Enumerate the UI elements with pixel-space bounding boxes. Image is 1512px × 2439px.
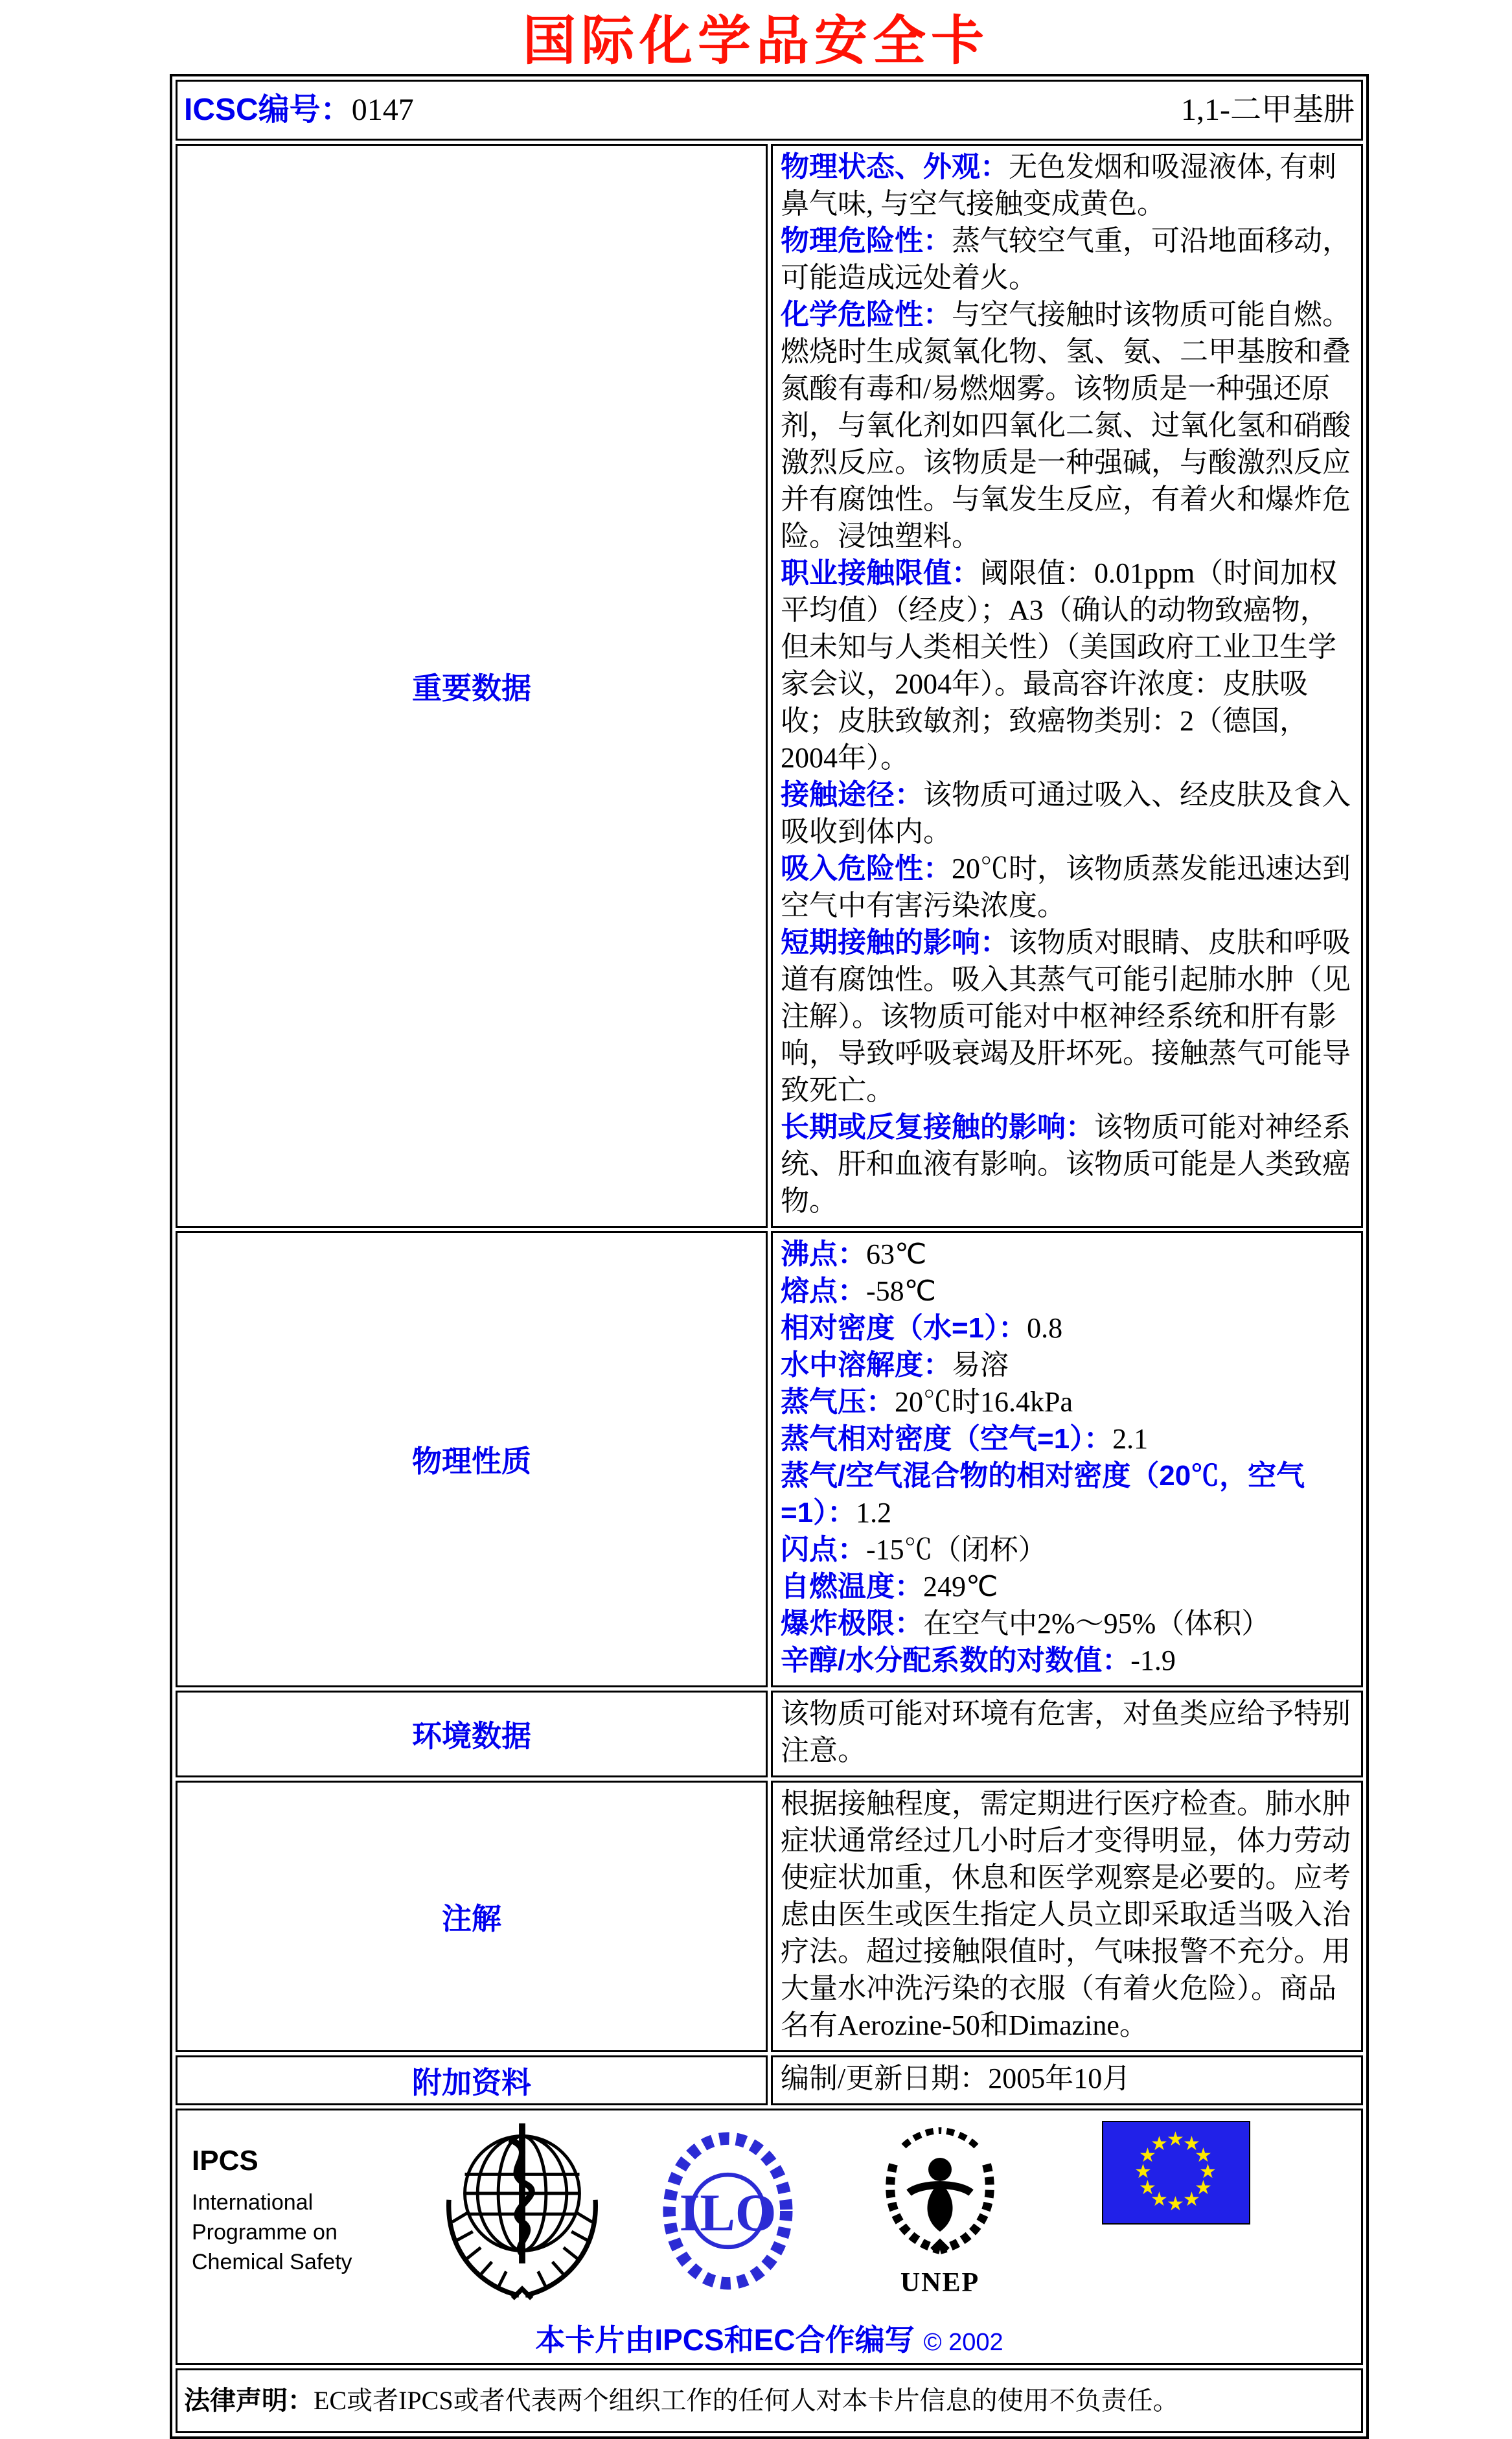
svg-text:ILO: ILO — [679, 2183, 777, 2243]
data-item — [781, 1420, 1353, 1457]
item-label: 吸入危险性： — [781, 853, 952, 884]
section-label-additional-info: 附加资料 — [176, 2055, 768, 2105]
item-value: 易溶 — [952, 1349, 1009, 1381]
icsc-card-table — [170, 74, 1369, 2439]
item-label: 蒸气压： — [781, 1386, 895, 1418]
section-label-environmental-data: 环境数据 — [176, 1691, 768, 1777]
item-value: 0.8 — [1027, 1312, 1063, 1344]
legal-label: 法律声明： — [184, 2387, 314, 2415]
item-value: 无色发烟和吸湿液体, 有刺鼻气味, 与空气接触变成黄色。 — [781, 151, 1336, 220]
section-label-physical-properties: 物理性质 — [176, 1231, 768, 1687]
item-value: 编制/更新日期：2005年10月 — [781, 2063, 1131, 2094]
section-content-important-data — [771, 144, 1363, 1228]
item-value: 该物质对眼睛、皮肤和呼吸道有腐蚀性。吸入其蒸气可能引起肺水肿（见注解）。该物质可能对中枢神经系统和肝有影响，导致呼吸衰竭及肝坏死。接触蒸气可能导致死亡。 — [781, 927, 1351, 1106]
item-value: 20℃时，该物质蒸发能迅速达到空气中有害污染浓度。 — [781, 853, 1351, 921]
section-content-notes — [771, 1781, 1363, 2052]
icsc-number-label: ICSC编号： — [184, 93, 352, 127]
data-item — [781, 1642, 1353, 1679]
ipcs-line: International — [192, 2190, 314, 2215]
item-value: 根据接触程度，需定期进行医疗检查。肺水肿症状通常经过几小时后才变得明显，体力劳动使症状加重，休息和医学观察是必要的。应考虑由医生或医生指定人员立即采取适当吸入治疗法。超过接触限值时，气味报警不充分。用大量水冲洗污染的衣服（有着火危险）。商品名有Aerozine-50和Dimazine。 — [781, 1788, 1351, 2041]
data-item — [781, 1273, 1353, 1310]
data-item — [781, 222, 1353, 296]
item-label: 长期或反复接触的影响： — [781, 1111, 1094, 1143]
item-label: 沸点： — [781, 1238, 866, 1270]
legal-text: EC或者IPCS或者代表两个组织工作的任何人对本卡片信息的使用不负责任。 — [314, 2386, 1179, 2415]
item-label: 相对密度（水=1）： — [781, 1312, 1027, 1344]
item-label: 职业接触限值： — [781, 557, 980, 589]
item-value: 蒸气较空气重，可沿地面移动，可能造成远处着火。 — [781, 225, 1351, 294]
data-item — [781, 1785, 1353, 2044]
section-label-important-data: 重要数据 — [176, 144, 768, 1228]
item-value: 与空气接触时该物质可能自燃。燃烧时生成氮氧化物、氢、氨、二甲基胺和叠氮酸有毒和/易燃烟雾。该物质是一种强还原剂，与氧化剂如四氧化二氮、过氧化氢和硝酸激烈反应。该物质是一种强碱，与酸激烈反应并有腐蚀性。与氧发生反应，有着火和爆炸危险。浸蚀塑料。 — [781, 299, 1351, 552]
item-value: -15℃（闭杯） — [866, 1534, 1047, 1566]
section-label-notes: 注解 — [176, 1781, 768, 2052]
ilo-logo-icon — [658, 2127, 797, 2295]
item-value: 2.1 — [1112, 1423, 1149, 1455]
legal-row — [176, 2368, 1363, 2433]
data-item — [781, 1109, 1353, 1220]
data-item — [781, 2060, 1353, 2097]
data-item — [781, 924, 1353, 1109]
data-item — [781, 1531, 1353, 1568]
item-label: 短期接触的影响： — [781, 927, 1009, 958]
icsc-number-value: 0147 — [351, 93, 414, 127]
page-title: 国际化学品安全卡 — [522, 12, 989, 71]
data-item — [781, 296, 1353, 555]
ipcs-line: Chemical Safety — [192, 2250, 352, 2274]
logos-row — [176, 2109, 1363, 2365]
item-label: 辛醇/水分配系数的对数值： — [781, 1645, 1131, 1676]
ipcs-text-block — [192, 2145, 360, 2277]
data-item — [781, 1568, 1353, 1605]
data-item — [781, 1605, 1353, 1642]
item-value: 20℃时16.4kPa — [895, 1386, 1073, 1418]
eu-flag-icon: ★ ★ ★ ★ ★ ★ ★ ★ ★ ★ ★ ★ — [1102, 2121, 1250, 2225]
data-item — [781, 1310, 1353, 1347]
data-item — [781, 1383, 1353, 1420]
chemical-name: 1,1-二甲基肼 — [1181, 93, 1355, 127]
item-label: 自燃温度： — [781, 1571, 923, 1602]
item-label: 爆炸极限： — [781, 1608, 923, 1639]
unep-wordmark: UNEP — [900, 2268, 980, 2298]
data-item — [781, 1347, 1353, 1383]
data-item — [781, 1457, 1353, 1531]
item-label: 蒸气/空气混合物的相对密度（20℃，空气=1）： — [781, 1460, 1305, 1529]
data-item — [781, 555, 1353, 776]
data-item — [781, 850, 1353, 924]
unep-logo-icon — [875, 2123, 1005, 2298]
data-item — [781, 1236, 1353, 1273]
section-content-additional-info — [771, 2055, 1363, 2105]
item-label: 熔点： — [781, 1275, 866, 1307]
ipcs-abbr: IPCS — [192, 2145, 258, 2177]
item-value: -1.9 — [1130, 1645, 1176, 1676]
icsc-card-page — [0, 9, 1512, 2415]
item-label: 蒸气相对密度（空气=1）： — [781, 1423, 1113, 1455]
caption-text: 本卡片由IPCS和EC合作编写 — [535, 2323, 915, 2357]
item-value: 1.2 — [856, 1497, 892, 1529]
item-value: -58℃ — [866, 1275, 937, 1307]
data-item — [781, 148, 1353, 222]
item-value: 阈限值：0.01ppm（时间加权平均值）（经皮）；A3（确认的动物致癌物，但未知与人类相关性）（美国政府工业卫生学家会议，2004年）。最高容许浓度：皮肤吸收；皮肤致敏剂；致癌物类别：2（德国，2004年）。 — [781, 557, 1338, 774]
logos-container — [178, 2117, 1361, 2305]
item-value: 249℃ — [923, 1571, 998, 1602]
item-label: 水中溶解度： — [781, 1349, 952, 1381]
item-value: 在空气中2%～95%（体积） — [923, 1608, 1270, 1639]
item-label: 物理状态、外观： — [781, 151, 1009, 183]
section-content-physical-properties — [771, 1231, 1363, 1687]
copyright-text: © 2002 — [923, 2329, 1003, 2356]
item-value: 63℃ — [866, 1238, 927, 1270]
ipcs-line: Programme on — [192, 2220, 338, 2245]
item-label: 化学危险性： — [781, 299, 952, 330]
item-value: 该物质可能对神经系统、肝和血液有影响。该物质可能是人类致癌物。 — [781, 1111, 1351, 1217]
header-row — [176, 80, 1363, 141]
item-label: 闪点： — [781, 1534, 866, 1566]
who-logo-icon — [425, 2117, 619, 2305]
data-item — [781, 776, 1353, 850]
icsc-number-group — [184, 92, 414, 128]
item-value: 该物质可能对环境有危害，对鱼类应给予特别注意。 — [781, 1698, 1351, 1766]
caption-line — [178, 2317, 1361, 2359]
item-value: 该物质可通过吸入、经皮肤及食入吸收到体内。 — [781, 779, 1351, 848]
item-label: 接触途径： — [781, 779, 923, 811]
item-label: 物理危险性： — [781, 225, 952, 257]
section-content-environmental-data — [771, 1691, 1363, 1777]
data-item — [781, 1695, 1353, 1769]
